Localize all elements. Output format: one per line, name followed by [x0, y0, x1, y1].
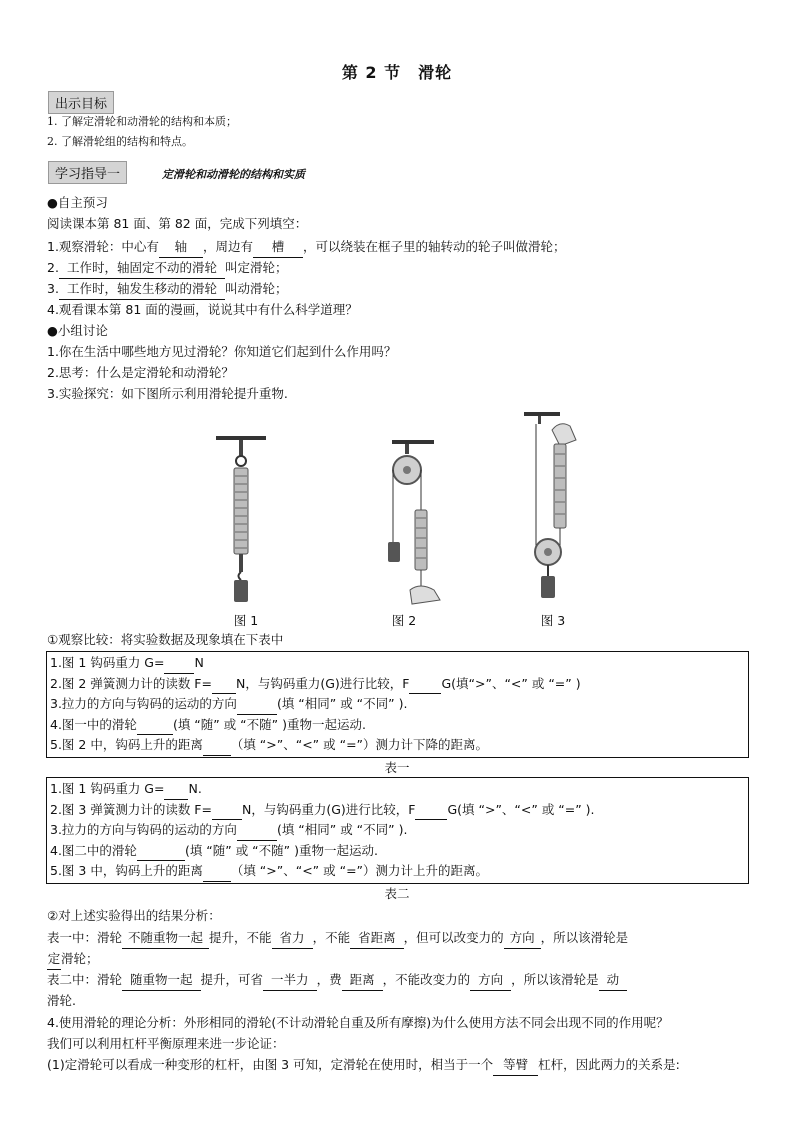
table-1-blank-2[interactable]: [212, 674, 236, 695]
t1-answer-2[interactable]: 省力: [272, 928, 313, 949]
figure-2-fixed-pulley-image: [382, 438, 444, 608]
figure-1-spring-scale-image: [212, 434, 270, 610]
goal-item-1: 1. 了解定滑轮和动滑轮的结构和本质；: [47, 115, 237, 128]
table-1-blank-5[interactable]: [137, 715, 173, 736]
q1-answer-1[interactable]: 轴: [159, 237, 203, 258]
q1-post: ，可以绕装在框子里的轴转动的轮子叫做滑轮；: [302, 239, 566, 254]
table-2-blank-4[interactable]: [237, 820, 277, 841]
t1-answer-1[interactable]: 不随重物一起: [122, 928, 209, 949]
figure-2-caption: 图 2: [391, 613, 417, 628]
t1-answer-3[interactable]: 省距离: [350, 928, 404, 949]
t2-answer-3[interactable]: 距离: [342, 970, 383, 991]
discuss-heading: ●小组讨论: [47, 323, 108, 338]
table-2-row-3: 3.拉力的方向与钩码的运动的方向 (填 “相同” 或 “不同” ).: [50, 820, 745, 841]
table-2-row-4: 4.图二中的滑轮 (填 “随” 或 “不随” )重物一起运动.: [50, 841, 745, 862]
analysis-q4-lever: 我们可以利用杠杆平衡原理来进一步论证：: [47, 1036, 285, 1051]
figure-3-caption: 图 3: [540, 613, 566, 628]
figure-1-caption: 图 1: [233, 613, 259, 628]
table-2-blank-3[interactable]: [415, 800, 447, 821]
preview-q4: 4.观看课本第 81 面的漫画，说说其中有什么科学道理？: [47, 302, 358, 317]
t2-answer-2[interactable]: 一半力: [263, 970, 317, 991]
analysis-q4: 4.使用滑轮的理论分析：外形相同的滑轮(不计动滑轮自重及所有摩擦)为什么使用方法不同会出现不同的作用呢？: [47, 1015, 669, 1030]
preview-heading: ●自主预习: [47, 195, 108, 210]
observe-intro: ①观察比较：将实验数据及现象填在下表中: [47, 632, 284, 647]
page-title: 第 2 节 滑轮: [341, 63, 453, 82]
table-2-blank-1[interactable]: [164, 779, 188, 800]
analysis-q4-fixed-pulley: (1)定滑轮可以看成一种变形的杠杆，由图 3 可知，定滑轮在使用时，相当于一个 等臂 杠杆，因此两力的关系是:: [47, 1055, 680, 1076]
table-2-caption: 表二: [384, 886, 410, 901]
goals-tag: 出示目标: [48, 91, 114, 114]
preview-q1: [47, 237, 565, 258]
figure-3-movable-pulley-image: [520, 410, 582, 606]
q2-answer[interactable]: 工作时，轴固定不动的滑轮: [59, 258, 225, 279]
table-2-blank-2[interactable]: [212, 800, 242, 821]
table-1-row-5: 5.图 2 中，钩码上升的距离 （填 “>”、“<” 或 “=”）测力计下降的距离。: [50, 735, 745, 756]
analysis-table2-line: 表二中：滑轮 随重物一起 提升，可省 一半力 ，费 距离 ，不能改变力的 方向 ，所以该滑轮是 动: [47, 970, 627, 991]
guide1-tag: 学习指导一: [48, 161, 127, 184]
q1-answer-2[interactable]: 槽: [253, 237, 303, 258]
q3-pre: 3.: [47, 281, 59, 296]
table-1-row-2: 2.图 2 弹簧测力计的读数 F= N，与钩码重力(G)进行比较，F G(填“>”、“<” 或 “=” ): [50, 674, 745, 695]
table-1-row-3: 3.拉力的方向与钩码的运动的方向 (填 “相同” 或 “不同” ).: [50, 694, 745, 715]
preview-q2: [47, 258, 287, 279]
t1-answer-4[interactable]: 方向: [504, 928, 541, 949]
t1-answer-5[interactable]: 定: [47, 949, 61, 970]
q1-pre: 1.观察滑轮：中心有: [47, 239, 159, 254]
table-1-blank-1[interactable]: [164, 653, 194, 674]
analysis-table1-line-2: 定滑轮；: [47, 949, 99, 970]
table-1-row-1: 1.图 1 钩码重力 G= N: [50, 653, 745, 674]
table-2-row-1: 1.图 1 钩码重力 G= N.: [50, 779, 745, 800]
table-2-row-5: 5.图 3 中，钩码上升的距离 （填 “>”、“<” 或 “=”）测力计上升的距离。: [50, 861, 745, 882]
table-1: [46, 651, 749, 758]
table-2: [46, 777, 749, 884]
discuss-q1: 1.你在生活中哪些地方见过滑轮？你知道它们起到什么作用吗？: [47, 344, 397, 359]
table-1-blank-3[interactable]: [409, 674, 441, 695]
q2-pre: 2.: [47, 260, 59, 275]
table-1-blank-6[interactable]: [203, 735, 231, 756]
table-1-row-4: 4.图一中的滑轮 (填 “随” 或 “不随” )重物一起运动.: [50, 715, 745, 736]
q1-mid: ，周边有: [202, 239, 253, 254]
t2-answer-5[interactable]: 动: [599, 970, 628, 991]
table-2-row-2: 2.图 3 弹簧测力计的读数 F= N，与钩码重力(G)进行比较，F G(填 “>”、“<” 或 “=” ).: [50, 800, 745, 821]
analysis-table1-line: 表一中：滑轮 不随重物一起 提升，不能 省力 ，不能 省距离 ，但可以改变力的 方向 ，所以该滑轮是: [47, 928, 628, 949]
goal-item-2: 2. 了解滑轮组的结构和特点。: [47, 135, 193, 148]
analysis-intro: ②对上述实验得出的结果分析：: [47, 908, 221, 923]
q3-post: 叫动滑轮；: [224, 281, 288, 296]
table-2-blank-5[interactable]: [137, 841, 185, 862]
discuss-q2: 2.思考：什么是定滑轮和动滑轮？: [47, 365, 234, 380]
t2-answer-4[interactable]: 方向: [470, 970, 511, 991]
table-1-caption: 表一: [384, 760, 410, 775]
q4c-answer[interactable]: 等臂: [493, 1055, 538, 1076]
discuss-q3: 3.实验探究：如下图所示利用滑轮提升重物.: [47, 386, 288, 401]
table-1-blank-4[interactable]: [237, 694, 277, 715]
q2-post: 叫定滑轮；: [224, 260, 288, 275]
guide1-subtitle: 定滑轮和动滑轮的结构和实质: [162, 168, 305, 181]
preview-q3: [47, 279, 287, 300]
t2-answer-1[interactable]: 随重物一起: [122, 970, 201, 991]
q3-answer[interactable]: 工作时，轴发生移动的滑轮: [59, 279, 225, 300]
preview-intro: 阅读课本第 81 面、第 82 面，完成下列填空：: [47, 216, 308, 231]
analysis-table2-line-2: 滑轮.: [47, 993, 76, 1008]
table-2-blank-6[interactable]: [203, 861, 231, 882]
